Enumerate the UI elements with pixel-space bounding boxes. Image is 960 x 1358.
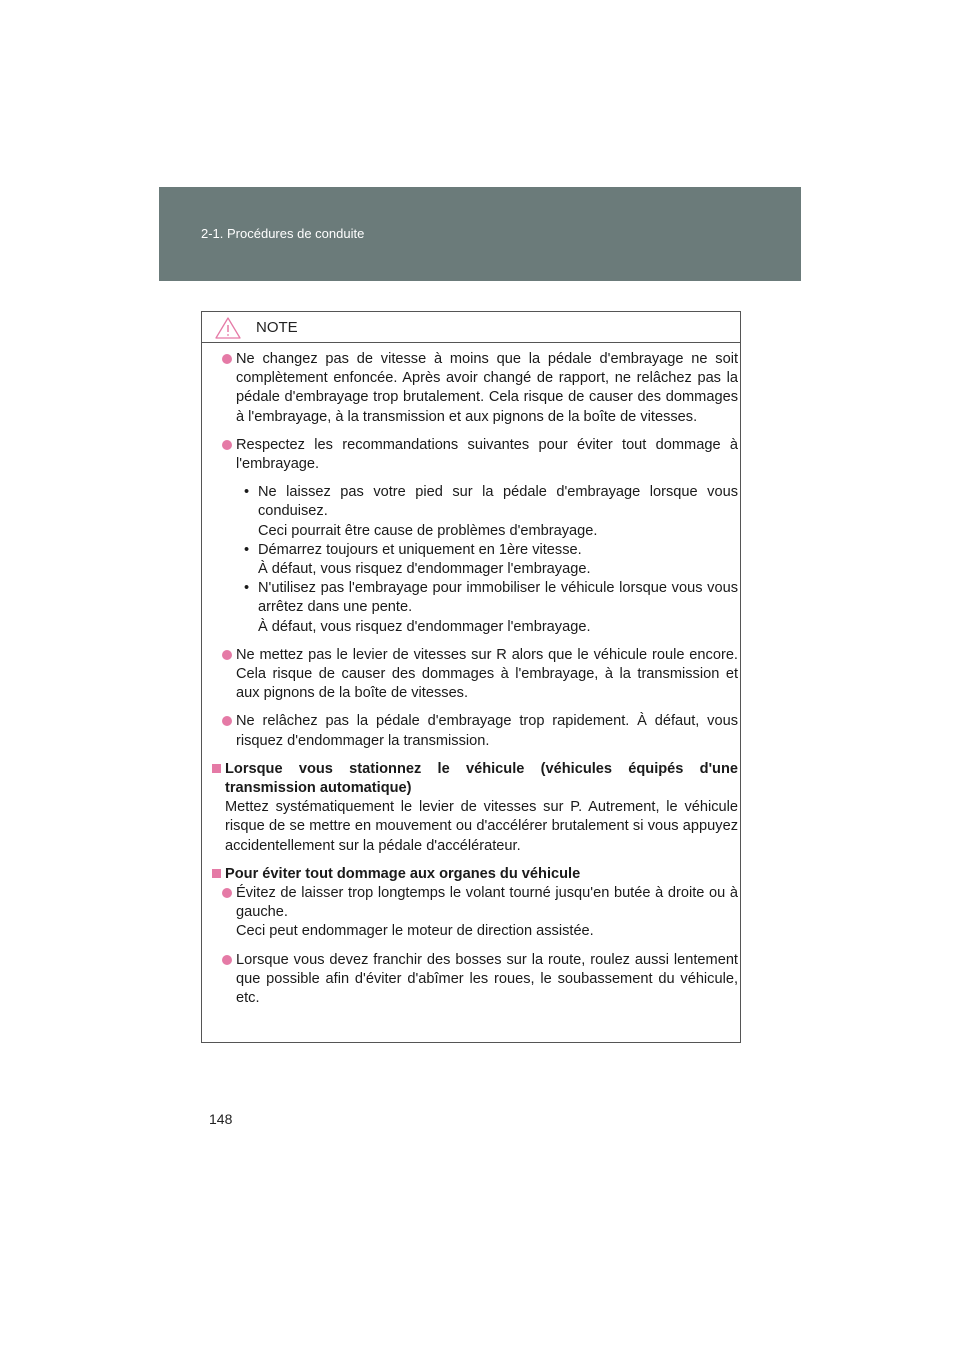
sublist-item-detail: Ceci pourrait être cause de problèmes d'embrayage.	[258, 522, 598, 539]
section-item-detail: Ceci peut endommager le moteur de direction assistée.	[236, 923, 594, 940]
note-box	[201, 311, 741, 1043]
sublist-item-main: N'utilisez pas l'embrayage pour immobiliser le véhicule lorsque vous vous arrêtez dans une pente.	[258, 580, 738, 616]
bullet-mark: •	[244, 580, 250, 597]
chapter-title: 2-1. Procédures de conduite	[201, 226, 365, 241]
note-item-text: Ne relâchez pas la pédale d'embrayage trop rapidement. À défaut, vous risquez d'endommager la transmission.	[236, 713, 738, 749]
note-item	[212, 646, 738, 704]
note-item	[212, 712, 738, 750]
note-sublist	[236, 483, 738, 637]
section-item	[225, 951, 738, 1009]
section-square-icon	[212, 869, 221, 878]
page-number: 148	[209, 1111, 233, 1127]
sublist-item	[236, 579, 738, 637]
section-body: Mettez systématiquement le levier de vitesses sur P. Autrement, le véhicule risque de se mettre en mouvement ou d'accélérer brutalement si vous appuyez accidentellement sur la pédale d'accélérateur.	[225, 799, 738, 854]
note-item-text: Ne changez pas de vitesse à moins que la pédale d'embrayage ne soit complètement enfoncée. Après avoir changé de rapport, ne relâchez pas la pédale d'embrayage trop brutalement. Cela risque de causer des dommages à l'embrayage, à la transmission et aux pignons de la boîte de vitesses.	[236, 351, 738, 425]
note-body	[212, 350, 738, 1017]
sublist-item	[236, 541, 738, 579]
section-square-icon	[212, 764, 221, 773]
sublist-item-detail: À défaut, vous risquez d'endommager l'embrayage.	[258, 561, 591, 578]
note-header	[202, 312, 740, 343]
section-item-main: Évitez de laisser trop longtemps le volant tourné jusqu'en butée à droite ou à gauche.	[236, 885, 738, 921]
bullet-dot-icon	[222, 440, 232, 450]
section-title: Pour éviter tout dommage aux organes du véhicule	[225, 865, 581, 882]
note-item	[212, 436, 738, 637]
section-title: Lorsque vous stationnez le véhicule (véhicules équipés d'une transmission automatique)	[225, 760, 738, 797]
sublist-item-main: Ne laissez pas votre pied sur la pédale d'embrayage lorsque vous conduisez.	[258, 484, 738, 520]
bullet-mark: •	[244, 484, 250, 501]
sublist-item	[236, 483, 738, 541]
sublist-item-main: Démarrez toujours et uniquement en 1ère vitesse.	[258, 541, 582, 558]
chapter-header	[159, 187, 801, 281]
bullet-dot-icon	[222, 650, 232, 660]
note-item-text: Respectez les recommandations suivantes pour éviter tout dommage à l'embrayage.	[236, 436, 738, 473]
bullet-dot-icon	[222, 955, 232, 965]
section-item-main: Lorsque vous devez franchir des bosses sur la route, roulez aussi lentement que possible afin d'éviter d'abîmer les roues, le soubassement du véhicule, etc.	[236, 951, 738, 1007]
section-item	[225, 884, 738, 942]
bullet-dot-icon	[222, 354, 232, 364]
note-item	[212, 350, 738, 427]
warning-icon	[214, 316, 242, 340]
bullet-mark: •	[244, 541, 250, 558]
bullet-dot-icon	[222, 716, 232, 726]
sublist-item-detail: À défaut, vous risquez d'endommager l'embrayage.	[258, 618, 591, 635]
note-item-text: Ne mettez pas le levier de vitesses sur R alors que le véhicule roule encore. Cela risque de causer des dommages à l'embrayage, à la transmission et aux pignons de la boîte de vitesses.	[236, 646, 738, 702]
note-section	[212, 760, 738, 856]
note-section	[212, 865, 738, 1008]
note-title: NOTE	[256, 319, 298, 336]
